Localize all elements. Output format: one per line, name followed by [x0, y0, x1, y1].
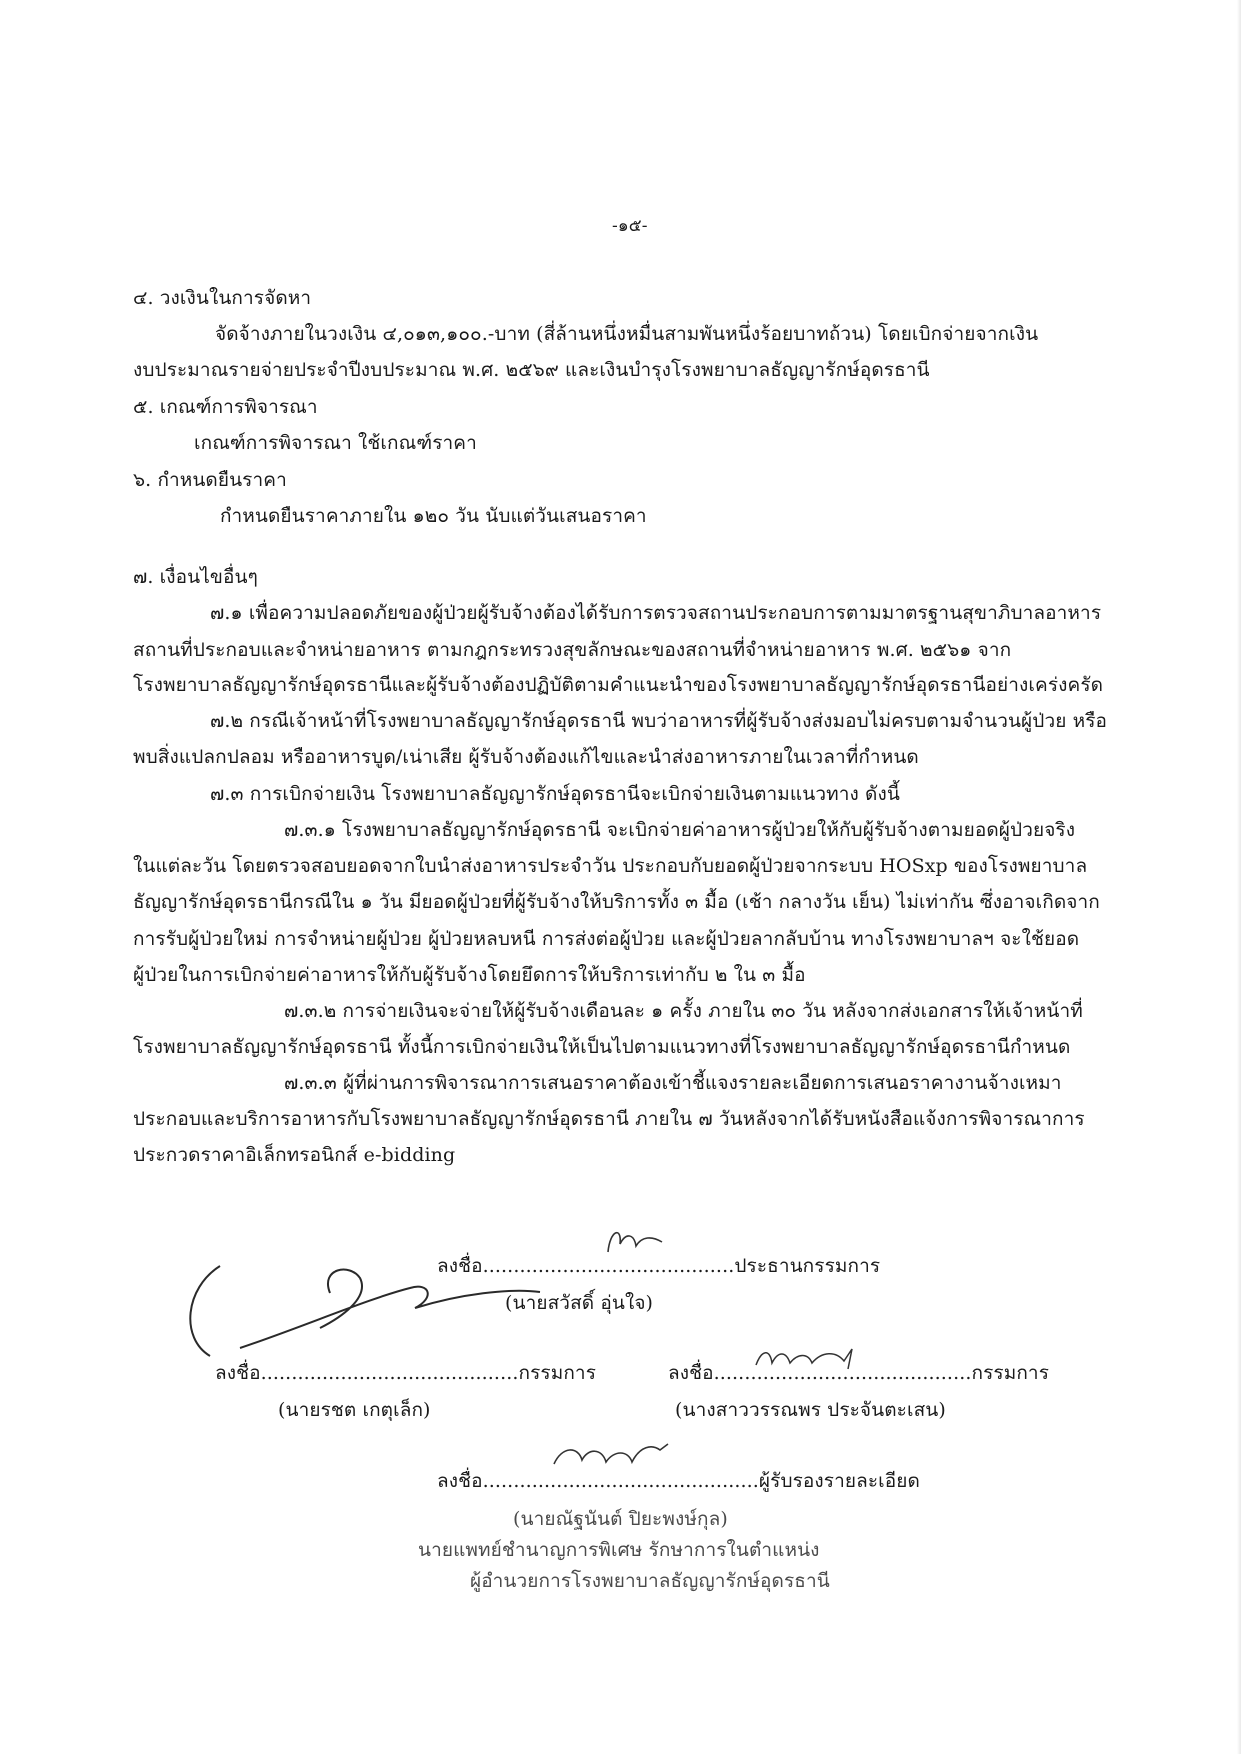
- section-7-3-1-line-2: ในแต่ละวัน โดยตรวจสอบยอดจากใบนำส่งอาหารประจำวัน ประกอบกับยอดผู้ป่วยจากระบบ HOSxp ของโรงพยาบาล: [133, 855, 1088, 877]
- certifier-signature-line: ลงชื่อ.............................................ผู้รับรองรายละเอียด: [437, 1470, 920, 1492]
- section-7-3-1-line-1: ๗.๓.๑ โรงพยาบาลธัญญารักษ์อุดรธานี จะเบิกจ่ายค่าอาหารผู้ป่วยให้กับผู้รับจ้างตามยอดผู้ป่วยจริง: [284, 819, 1076, 841]
- section-7-1-line-2: สถานที่ประกอบและจำหน่ายอาหาร ตามกฎกระทรวงสุขลักษณะของสถานที่จำหน่ายอาหาร พ.ศ. ๒๕๖๑ จาก: [133, 639, 1012, 661]
- section-7-3-line-1: ๗.๓ การเบิกจ่ายเงิน โรงพยาบาลธัญญารักษ์อุดรธานีจะเบิกจ่ายเงินตามแนวทาง ดังนี้: [210, 783, 900, 805]
- section-7-3-1-line-3: ธัญญารักษ์อุดรธานีกรณีใน ๑ วัน มียอดผู้ป่วยที่ผู้รับจ้างให้บริการทั้ง ๓ มื้อ (เช้า กลางวัน เย็น) ไม่เท่ากัน ซึ่งอาจเกิดจาก: [133, 891, 1100, 913]
- section-7-3-3-line-1: ๗.๓.๓ ผู้ที่ผ่านการพิจารณาการเสนอราคาต้องเข้าชี้แจงรายละเอียดการเสนอราคางานจ้างเหมา: [284, 1072, 1062, 1094]
- certifier-name: (นายณัฐนันต์ ปิยะพงษ์กุล): [513, 1508, 728, 1530]
- section-6-line-1: กำหนดยืนราคาภายใน ๑๒๐ วัน นับแต่วันเสนอราคา: [220, 505, 647, 527]
- section-7-3-3-line-3: ประกวดราคาอิเล็กทรอนิกส์ e-bidding: [133, 1144, 456, 1166]
- scan-edge-shadow: [1237, 0, 1241, 1754]
- section-7-2-line-1: ๗.๒ กรณีเจ้าหน้าที่โรงพยาบาลธัญญารักษ์อุดรธานี พบว่าอาหารที่ผู้รับจ้างส่งมอบไม่ครบตามจำนวนผู้ป่วย หรือ: [210, 710, 1108, 732]
- certifier-title-line-1: นายแพทย์ชำนาญการพิเศษ รักษาการในตำแหน่ง: [418, 1539, 820, 1561]
- page-number: -๑๕-: [612, 216, 648, 236]
- section-7-2-line-2: พบสิ่งแปลกปลอม หรืออาหารบูด/เน่าเสีย ผู้รับจ้างต้องแก้ไขและนำส่งอาหารภายในเวลาที่กำหนด: [133, 746, 919, 768]
- member1-signature-scribble: [180, 1258, 560, 1368]
- member1-name: (นายรชต เกตุเล็ก): [278, 1399, 431, 1421]
- chair-name: (นายสวัสดิ์ อุ่นใจ): [505, 1292, 654, 1314]
- section-4-heading: ๔. วงเงินในการจัดหา: [133, 287, 312, 309]
- section-5-line-1: เกณฑ์การพิจารณา ใช้เกณฑ์ราคา: [194, 432, 477, 454]
- section-7-3-1-line-4: การรับผู้ป่วยใหม่ การจำหน่ายผู้ป่วย ผู้ป่วยหลบหนี การส่งต่อผู้ป่วย และผู้ป่วยลากลับบ้าน ทางโรงพยาบาลฯ จะใช้ยอด: [133, 928, 1080, 950]
- section-7-3-2-line-1: ๗.๓.๒ การจ่ายเงินจะจ่ายให้ผู้รับจ้างเดือนละ ๑ ครั้ง ภายใน ๓๐ วัน หลังจากส่งเอกสารให้เจ้าหน้าที่: [284, 1000, 1083, 1022]
- section-7-heading: ๗. เงื่อนไขอื่นๆ: [133, 566, 258, 588]
- section-4-line-2: งบประมาณรายจ่ายประจำปีงบประมาณ พ.ศ. ๒๕๖๙ และเงินบำรุงโรงพยาบาลธัญญารักษ์อุดรธานี: [133, 359, 930, 381]
- member1-signature-line: ลงชื่อ..........................................กรรมการ: [215, 1362, 597, 1384]
- section-5-heading: ๕. เกณฑ์การพิจารณา: [133, 396, 318, 418]
- section-6-heading: ๖. กำหนดยืนราคา: [133, 469, 287, 491]
- certifier-title-line-2: ผู้อำนวยการโรงพยาบาลธัญญารักษ์อุดรธานี: [470, 1570, 830, 1592]
- section-4-line-1: จัดจ้างภายในวงเงิน ๔,๐๑๓,๑๐๐.-บาท (สี่ล้านหนึ่งหมื่นสามพันหนึ่งร้อยบาทถ้วน) โดยเบิกจ่ายจากเงิน: [215, 323, 1039, 345]
- chair-signature-line: ลงชื่อ.........................................ประธานกรรมการ: [437, 1255, 881, 1277]
- section-7-3-1-line-5: ผู้ป่วยในการเบิกจ่ายค่าอาหารให้กับผู้รับจ้างโดยยึดการให้บริการเท่ากับ ๒ ใน ๓ มื้อ: [133, 964, 806, 986]
- section-7-1-line-1: ๗.๑ เพื่อความปลอดภัยของผู้ป่วยผู้รับจ้างต้องได้รับการตรวจสถานประกอบการตามมาตรฐานสุขาภิบาลอาหาร: [210, 602, 1102, 624]
- member2-name: (นางสาววรรณพร ประจันตะเสน): [675, 1399, 946, 1421]
- section-7-1-line-3: โรงพยาบาลธัญญารักษ์อุดรธานีและผู้รับจ้างต้องปฏิบัติตามคำแนะนำของโรงพยาบาลธัญญารักษ์อุดรธานีอย่างเคร่งครัด: [133, 674, 1104, 696]
- section-7-3-2-line-2: โรงพยาบาลธัญญารักษ์อุดรธานี ทั้งนี้การเบิกจ่ายเงินให้เป็นไปตามแนวทางที่โรงพยาบาลธัญญารักษ์อุดรธานีกำหนด: [133, 1036, 1071, 1058]
- member2-signature-line: ลงชื่อ..........................................กรรมการ: [668, 1362, 1050, 1384]
- section-7-3-3-line-2: ประกอบและบริการอาหารกับโรงพยาบาลธัญญารักษ์อุดรธานี ภายใน ๗ วันหลังจากได้รับหนังสือแจ้งการพิจารณาการ: [133, 1108, 1085, 1130]
